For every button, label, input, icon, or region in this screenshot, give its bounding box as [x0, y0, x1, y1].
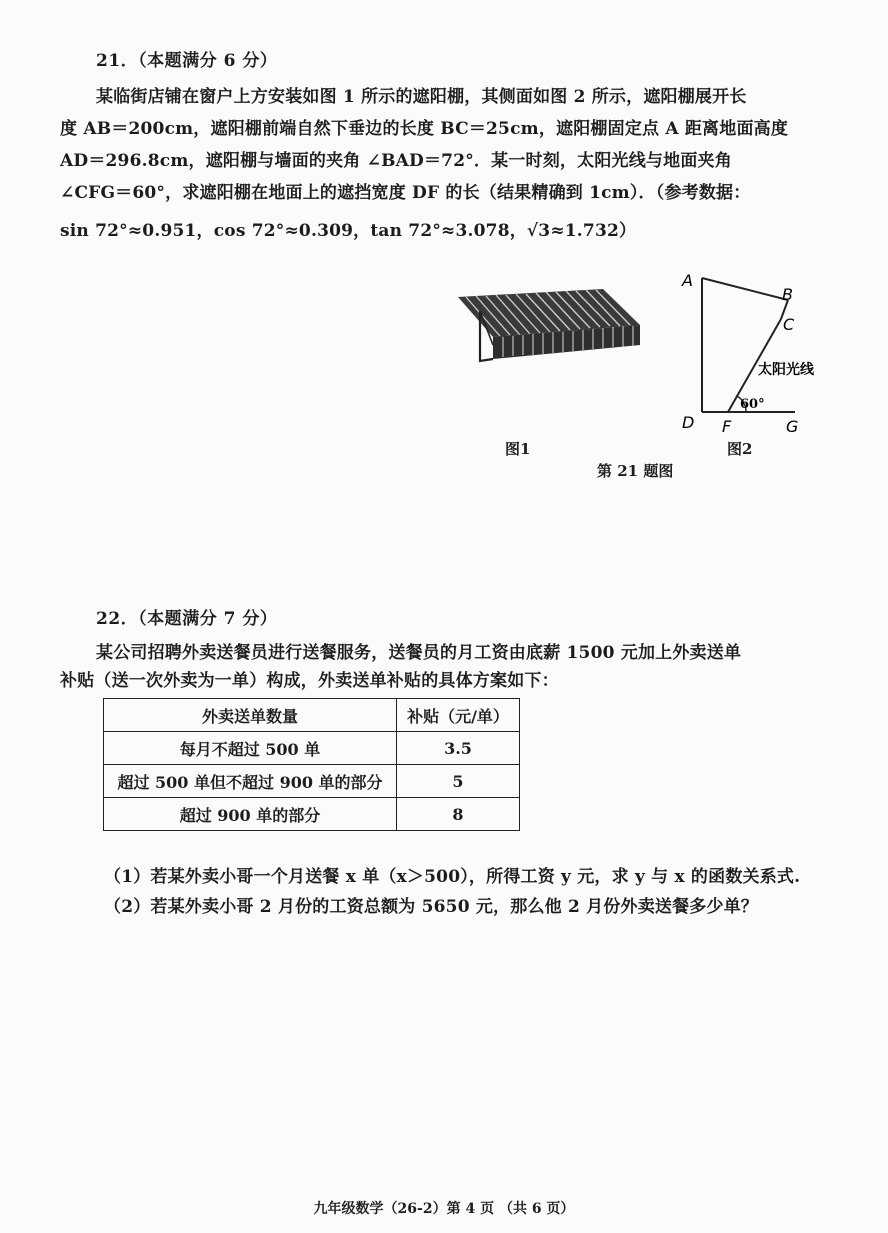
q21-heading: 21．（本题满分 6 分） — [96, 51, 278, 71]
table-row — [104, 798, 520, 831]
q22-heading: 22．（本题满分 7 分） — [96, 609, 278, 629]
label-D: D — [682, 413, 695, 432]
q21-line-2: 度 AB＝200cm，遮阳棚前端自然下垂边的长度 BC＝25cm，遮阳棚固定点 A 距离地面高度 — [60, 119, 789, 139]
label-F: F — [722, 417, 732, 436]
table-header-quantity: 外卖送单数量 — [104, 699, 397, 732]
q22-line-2: 补贴（送一次外卖为一单）构成，外卖送单补贴的具体方案如下： — [60, 671, 559, 691]
table-header-row — [104, 699, 520, 732]
q21-line-1: 某临街店铺在窗户上方安装如图 1 所示的遮阳棚，其侧面如图 2 所示，遮阳棚展开长 — [96, 87, 747, 107]
q21-line-3: AD＝296.8cm，遮阳棚与墙面的夹角 ∠BAD＝72°．某一时刻，太阳光线与地面夹角 — [60, 151, 732, 171]
label-sun-ray: 太阳光线 — [758, 362, 814, 378]
q21-line-4: ∠CFG＝60°，求遮阳棚在地面上的遮挡宽度 DF 的长（结果精确到 1cm）．（参考数据： — [60, 183, 751, 203]
label-B: B — [782, 285, 793, 304]
q22-sub-1: （1）若某外卖小哥一个月送餐 x 单（x＞500），所得工资 y 元，求 y 与 x 的函数关系式. — [104, 867, 801, 887]
table-cell: 8 — [397, 798, 520, 831]
fig1-caption: 图1 — [505, 440, 531, 458]
table-cell: 3.5 — [397, 732, 520, 765]
table-header-subsidy: 补贴（元/单） — [397, 699, 520, 732]
table-cell: 超过 900 单的部分 — [104, 798, 397, 831]
table-cell: 超过 500 单但不超过 900 单的部分 — [104, 765, 397, 798]
figure-caption: 第 21 题图 — [597, 462, 674, 480]
table-row — [104, 732, 520, 765]
awning-figure-1 — [448, 285, 648, 370]
label-C: C — [783, 315, 795, 334]
fig2-caption: 图2 — [727, 440, 753, 458]
subsidy-table — [103, 698, 520, 831]
q22-sub-2: （2）若某外卖小哥 2 月份的工资总额为 5650 元，那么他 2 月份外卖送餐多少单？ — [104, 897, 759, 917]
label-A: A — [682, 271, 693, 290]
label-G: G — [786, 417, 799, 436]
table-cell: 5 — [397, 765, 520, 798]
label-angle-60: 60° — [740, 397, 765, 412]
q22-line-1: 某公司招聘外卖送餐员进行送餐服务，送餐员的月工资由底薪 1500 元加上外卖送单 — [96, 643, 742, 663]
table-cell: 每月不超过 500 单 — [104, 732, 397, 765]
page-footer: 九年级数学（26-2）第 4 页 （共 6 页） — [313, 1201, 575, 1217]
table-row — [104, 765, 520, 798]
geometry-figure-2 — [670, 262, 840, 437]
q21-ref-data: sin 72°≈0.951，cos 72°≈0.309，tan 72°≈3.078，√3≈1.732） — [60, 221, 637, 241]
